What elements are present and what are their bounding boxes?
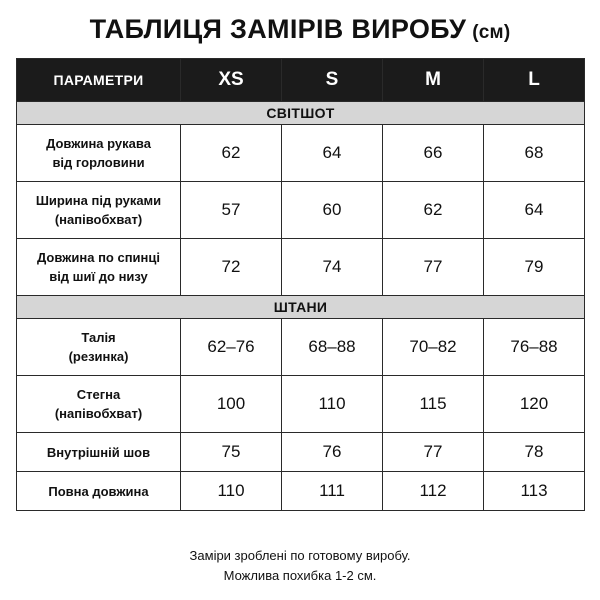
value-cell-xs: 75 [181, 433, 282, 472]
value-cell-m: 77 [383, 433, 484, 472]
section-title-pants: ШТАНИ [17, 296, 585, 319]
title-text: ТАБЛИЦЯ ЗАМІРІВ ВИРОБУ [89, 14, 467, 44]
section-title-sweatshirt: СВІТШОТ [17, 102, 585, 125]
value-cell-s: 74 [282, 239, 383, 296]
table-row [17, 433, 585, 472]
value-cell-l: 64 [484, 182, 585, 239]
footnote [0, 546, 600, 586]
table-row [17, 472, 585, 511]
param-cell [17, 319, 181, 376]
section-row-pants [17, 296, 585, 319]
value-cell-m: 115 [383, 376, 484, 433]
param-line-1: Талія [81, 330, 116, 345]
value-cell-xs: 57 [181, 182, 282, 239]
table-row [17, 125, 585, 182]
page-title [0, 14, 600, 45]
value-cell-l: 113 [484, 472, 585, 511]
value-cell-l: 120 [484, 376, 585, 433]
param-cell [17, 182, 181, 239]
header-size-s: S [282, 59, 383, 102]
header-size-l: L [484, 59, 585, 102]
size-chart-table [16, 58, 585, 511]
param-line-2: (напівобхват) [54, 406, 143, 421]
value-cell-s: 111 [282, 472, 383, 511]
value-cell-xs: 62 [181, 125, 282, 182]
param-cell [17, 376, 181, 433]
value-cell-l: 76–88 [484, 319, 585, 376]
param-line-1: Ширина під руками [35, 193, 162, 208]
value-cell-l: 68 [484, 125, 585, 182]
header-row [17, 59, 585, 102]
value-cell-s: 64 [282, 125, 383, 182]
title-unit: (см) [472, 22, 511, 43]
header-parameters: ПАРАМЕТРИ [17, 59, 181, 102]
param-line-2: від шиї до низу [49, 269, 148, 284]
value-cell-s: 76 [282, 433, 383, 472]
header-size-m: M [383, 59, 484, 102]
param-cell [17, 433, 181, 472]
table-row [17, 376, 585, 433]
param-line-1: Стегна [76, 387, 121, 402]
value-cell-s: 68–88 [282, 319, 383, 376]
value-cell-xs: 72 [181, 239, 282, 296]
value-cell-xs: 110 [181, 472, 282, 511]
value-cell-m: 112 [383, 472, 484, 511]
section-row-sweatshirt [17, 102, 585, 125]
param-cell [17, 472, 181, 511]
table-row [17, 239, 585, 296]
value-cell-xs: 62–76 [181, 319, 282, 376]
param-line-1: Внутрішній шов [46, 444, 151, 460]
param-line-2: (напівобхват) [54, 212, 143, 227]
value-cell-l: 79 [484, 239, 585, 296]
param-line-2: від горловини [52, 155, 145, 170]
footnote-line-2: Можлива похибка 1-2 см. [223, 568, 377, 583]
param-line-1: Повна довжина [48, 483, 149, 499]
param-cell [17, 125, 181, 182]
param-line-1: Довжина рукава [46, 136, 151, 151]
header-size-xs: XS [181, 59, 282, 102]
value-cell-l: 78 [484, 433, 585, 472]
table-row [17, 182, 585, 239]
table-row [17, 319, 585, 376]
footnote-line-1: Заміри зроблені по готовому виробу. [189, 548, 411, 563]
value-cell-m: 62 [383, 182, 484, 239]
value-cell-xs: 100 [181, 376, 282, 433]
param-line-1: Довжина по спинці [36, 250, 161, 265]
param-line-2: (резинка) [68, 349, 129, 364]
value-cell-s: 110 [282, 376, 383, 433]
value-cell-m: 70–82 [383, 319, 484, 376]
value-cell-s: 60 [282, 182, 383, 239]
value-cell-m: 66 [383, 125, 484, 182]
param-cell [17, 239, 181, 296]
value-cell-m: 77 [383, 239, 484, 296]
